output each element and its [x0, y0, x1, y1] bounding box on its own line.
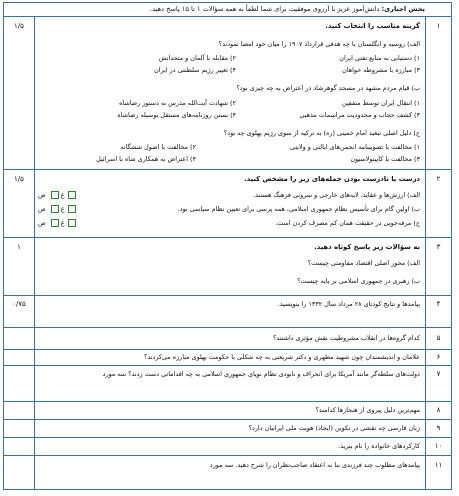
option-4[interactable]: ۴) اعتراض به همکاری شاه با اسرائیل [96, 155, 196, 163]
false-checkbox[interactable] [51, 191, 59, 199]
option-1[interactable]: ۱) مخالفت با تصویبنامه انجمن‌های ایالتی و ولایتی [290, 143, 420, 151]
question-number: ۷ [436, 370, 441, 378]
question-number: ۶ [436, 353, 441, 361]
question-row-9 [4, 419, 451, 438]
question-score: ۱/۵ [14, 22, 24, 30]
question-number: ۱ [436, 22, 441, 30]
question-title: گزینه مناسب را انتخاب کنید. [325, 22, 420, 30]
true-checkbox[interactable] [68, 191, 76, 199]
option-4[interactable]: ۴) بستن روزنامه‌های مستقل بوسیله رضاشاه [117, 111, 236, 119]
option-1[interactable]: ۱) دستیابی به منابع نفتی ایران [339, 54, 420, 62]
header-label: بخش اجباری: [381, 5, 425, 13]
question-number: ۳ [436, 243, 441, 251]
true-label: ص [38, 191, 46, 199]
question-row-6 [4, 349, 451, 366]
statement: ب) اولین گام برای تأسیس نظام جمهوری اسلامی، همه پرسی برای تعیین نظام سیاسی بود. [177, 205, 420, 213]
question-row-5 [4, 327, 451, 350]
question-row-11 [4, 455, 451, 489]
short-answer-question: ب) رهبری در جمهوری اسلامی بر پایه چیست؟ [297, 277, 420, 285]
question-number: ۱۱ [434, 461, 443, 469]
question-number: ۱۰ [434, 442, 443, 450]
question-number: ۵ [436, 334, 441, 342]
true-label: ص [38, 219, 46, 227]
question-row-10 [4, 437, 451, 456]
question-text: کدام گروه‌ها در انقلاب مشروطیت نقش مؤثری داشتند؟ [272, 334, 420, 342]
question-row-3 [4, 237, 451, 296]
short-answer-question: الف) محور اصلی اقتصاد مقاومتی چیست؟ [307, 259, 420, 267]
false-label: غ [60, 191, 65, 199]
option-4[interactable]: ۴) تغییر رژیم سلطنتی در ایران [154, 66, 236, 74]
true-false-choice [38, 219, 78, 227]
question-text: مهم‌ترین دلیل پیروی از هنجارها کدامند؟ [315, 406, 420, 414]
question-text: علامان و اندیشمندان چون شهید مطهری و دکتر شریعتی به چه شکلی با حکومت پهلوی مبارزه می‌کردند؟ [144, 353, 420, 361]
statement: الف) ارزش‌ها و عقاید، لایه‌های خارجی و سرونی فرهنگ هستند. [253, 191, 420, 199]
question-text: پیامدها و نتایج کودتای ۲۸ مرداد سال ۱۳۳۲ را بنویسید. [277, 300, 420, 308]
question-number: ۲ [436, 175, 441, 183]
question-score: ۱ [17, 243, 21, 251]
true-false-choice [38, 191, 78, 199]
false-label: غ [60, 205, 65, 213]
false-checkbox[interactable] [51, 205, 59, 213]
option-2[interactable]: ۲) شهادت آیت‌الله مدرس به دستور رضاشاه [119, 99, 236, 107]
question-score: ۰/۷۵ [12, 300, 26, 308]
question-row-8 [4, 401, 451, 420]
question-number: ۸ [436, 406, 441, 414]
question-stem: ب) قیام مردم مشهد در مسجد گوهرشاد در اعتراض به چه چیزی بود؟ [236, 84, 420, 92]
false-checkbox[interactable] [51, 219, 59, 227]
question-number: ۹ [436, 424, 441, 432]
statement: ج) مرفه‌جویی در حقیقت همان کم مصرف کردن است. [275, 219, 420, 227]
true-false-choice [38, 205, 78, 213]
exam-sheet [3, 2, 452, 490]
option-2[interactable]: ۲) مقابله با آلمان و متحدانش [158, 54, 236, 62]
option-3[interactable]: ۳) کشف حجاب و محدودیت مراسمات مذهبی [299, 111, 420, 119]
option-1[interactable]: ۱) انتقال ایران توسط متفقین [341, 99, 420, 107]
true-checkbox[interactable] [68, 219, 76, 227]
question-text: دولت‌های سلطه‌گر مانند آمریکا برای انحراف و نابودی نظام نوپای جمهوری اسلامی به چه اقداماتی دست زدند؟ سه مورد [102, 370, 420, 378]
true-checkbox[interactable] [68, 205, 76, 213]
option-3[interactable]: ۳) مخالفت با کاپیتولاسیون [350, 155, 420, 163]
question-stem: الف) روسیه و انگلستان با چه هدفی قرارداد ۱۹۰۷ را میان خود امضا نمودند؟ [218, 40, 420, 48]
instructions-header [4, 3, 451, 17]
question-row-4 [4, 295, 451, 328]
false-label: غ [60, 219, 65, 227]
question-stem: ج) دلیل اصلی تبعید امام خمینی (ره) به ترکیه از سوی رژیم پهلوی چه بود؟ [223, 129, 420, 137]
header-text: دانش‌آموز عزیز با آرزوی موفقیت برای شما لطفاً به همه سؤالات ۱ تا ۱۵ پاسخ دهید. [150, 5, 380, 13]
question-title: به سؤالات زیر پاسخ کوتاه دهید. [314, 243, 420, 251]
question-score: ۱/۵ [14, 175, 24, 183]
option-3[interactable]: ۳) مبارزه با مشروطه خواهان [342, 66, 420, 74]
question-row-7 [4, 365, 451, 402]
question-row-2 [4, 169, 451, 238]
true-label: ص [38, 205, 46, 213]
question-row-1 [4, 16, 451, 170]
option-2[interactable]: ۲) مخالفت با اصول ششگانه [120, 143, 196, 151]
question-text: زبان فارسی چه نقشی در تکوین (ایجاد) هویت ملی ایرانیان دارد؟ [248, 424, 420, 432]
question-number: ۴ [436, 300, 441, 308]
question-text: پیامدهای مطلوب چند فرزندی بنا به اعتقاد صاحب‌نظران را شرح دهید. سه مورد [209, 461, 420, 469]
question-title: درست یا نادرست بودن جمله‌های زیر را مشخص کنید. [244, 175, 420, 183]
question-text: کارکردهای خانواده را نام ببرید. [338, 442, 420, 450]
